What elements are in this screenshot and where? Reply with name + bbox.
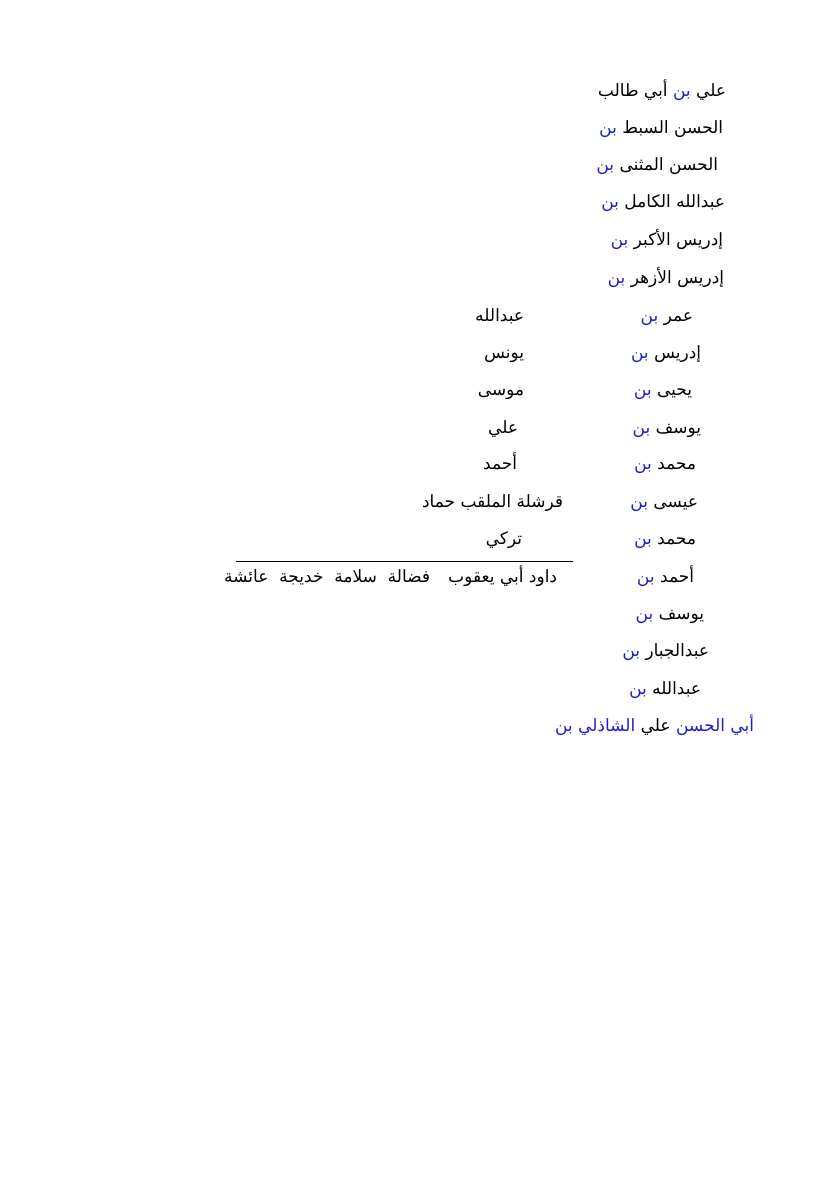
ibn-label: بن: [629, 679, 647, 699]
lineage-row: [634, 454, 696, 474]
ancestor-name: محمد: [657, 454, 696, 474]
final-kunya: أبي الحسن: [675, 716, 754, 736]
lineage-row: [637, 567, 694, 587]
ancestor-name: عبدالله الكامل: [624, 192, 725, 212]
sibling-names: علي: [488, 418, 518, 438]
sibling-divider: [236, 561, 573, 562]
lineage-row: [634, 529, 696, 549]
sibling-names: موسى: [477, 380, 524, 400]
sibling-name: داود: [528, 567, 557, 587]
sibling-name: أبي يعقوب: [448, 567, 524, 587]
final-nisba: الشاذلي: [578, 716, 636, 736]
sibling-names: قرشلة الملقب حماد: [421, 492, 563, 512]
ibn-label: بن: [554, 716, 573, 736]
ibn-label: بن: [633, 380, 652, 400]
sibling-names-ahmad: [448, 567, 557, 587]
lineage-row: [630, 492, 698, 512]
ancestor-name: يوسف: [658, 604, 704, 624]
ibn-label: بن: [634, 529, 652, 549]
ancestor-name: عبدالله: [652, 679, 701, 699]
lineage-row: [611, 230, 723, 250]
ancestor-name: إدريس: [654, 343, 701, 363]
lineage-row: [633, 418, 701, 438]
lineage-row: [596, 155, 718, 175]
lineage-row: [622, 641, 709, 661]
sibling-names: يونس: [484, 343, 524, 363]
ibn-label: بن: [636, 567, 655, 587]
ibn-label: بن: [640, 306, 659, 326]
lineage-row: [599, 118, 723, 138]
lineage-row-head: [598, 81, 726, 101]
lineage-row: [601, 192, 725, 212]
final-name: علي: [640, 716, 671, 736]
sibling-name: سلامة: [334, 567, 377, 587]
head-rest: أبي طالب: [597, 81, 668, 101]
ibn-label: بن: [630, 492, 648, 512]
ibn-label: بن: [599, 118, 617, 138]
ancestor-name: أحمد: [660, 567, 694, 587]
ibn-label: بن: [610, 230, 629, 250]
lineage-row: [629, 679, 701, 699]
sibling-name: فضالة: [387, 567, 430, 587]
ibn-label: بن: [634, 454, 652, 474]
lineage-row: [641, 306, 693, 326]
ibn-label: بن: [672, 81, 691, 101]
ancestor-name: محمد: [657, 529, 696, 549]
sibling-names: أحمد: [483, 454, 517, 474]
lineage-row: [636, 604, 704, 624]
ibn-label: بن: [596, 155, 615, 175]
ancestor-name: الحسن المثنى: [619, 155, 718, 175]
lineage-row: [634, 380, 692, 400]
sibling-name: عائشة: [224, 567, 269, 587]
sibling-name: خديجة: [279, 567, 324, 587]
ancestor-name: إدريس الأزهر: [630, 268, 724, 288]
lineage-row: [631, 343, 701, 363]
ibn-label: بن: [632, 418, 651, 438]
ancestor-name: عبدالجبار: [645, 641, 709, 661]
ibn-label: بن: [635, 604, 654, 624]
ancestor-name: يوسف: [655, 418, 701, 438]
ancestor-name: إدريس الأكبر: [633, 230, 723, 250]
ibn-label: بن: [630, 343, 649, 363]
ibn-label: بن: [622, 641, 640, 661]
sibling-names: عبدالله: [475, 306, 524, 326]
ancestor-name: عيسى: [653, 492, 698, 512]
ibn-label: بن: [607, 268, 626, 288]
ancestor-name: عمر: [663, 306, 693, 326]
ancestor-name: يحيى: [656, 380, 692, 400]
head-name: علي: [696, 81, 726, 101]
sibling-names-ahmad-2: [224, 567, 430, 587]
lineage-row: [608, 268, 724, 288]
ancestor-name: الحسن السبط: [622, 118, 723, 138]
ibn-label: بن: [601, 192, 619, 212]
lineage-row-final: [555, 716, 754, 736]
sibling-names: تركي: [485, 529, 522, 549]
